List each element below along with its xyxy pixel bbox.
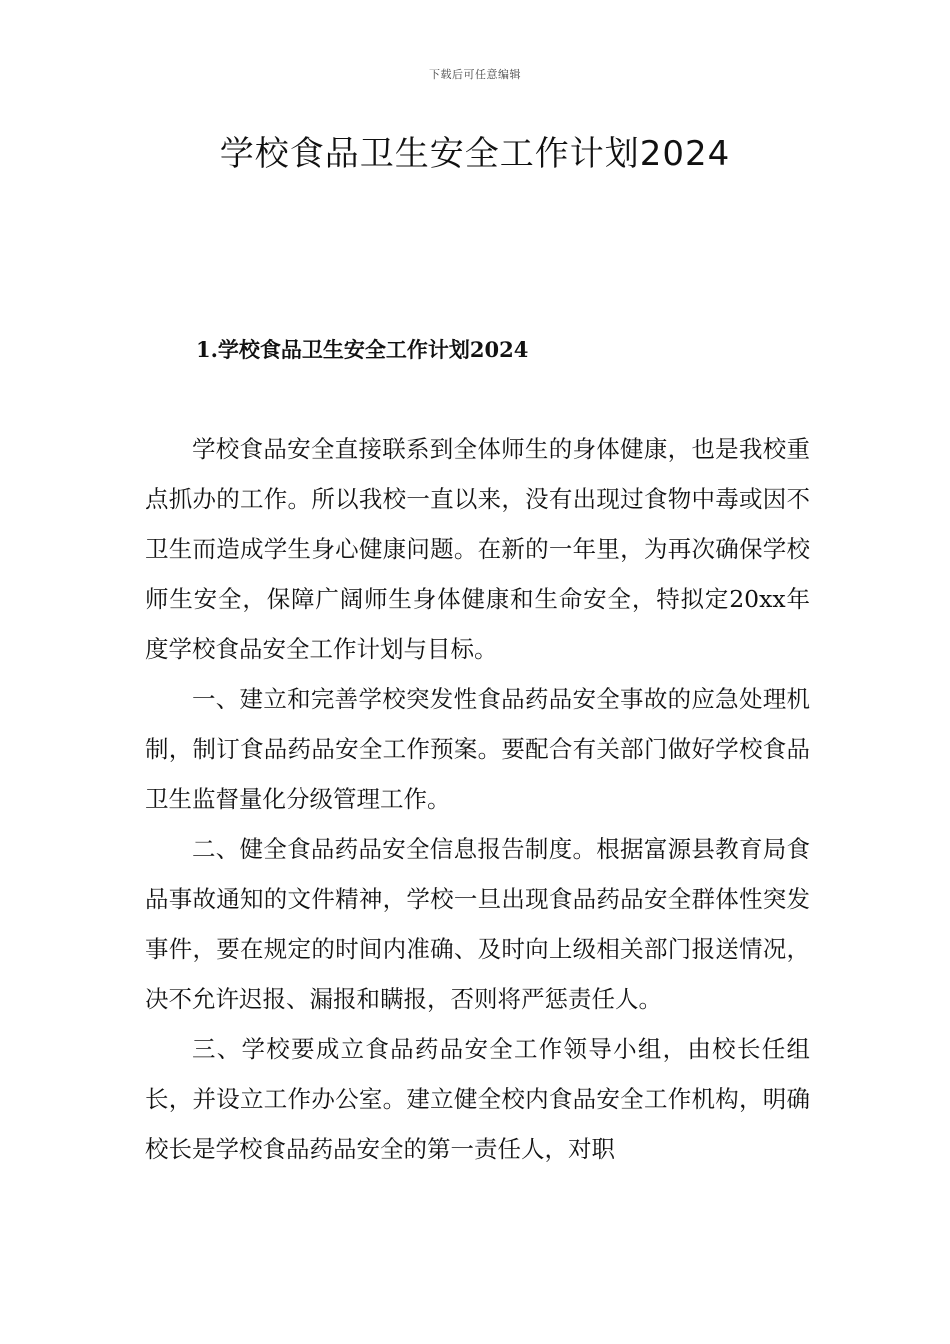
paragraph-item-3: 三、学校要成立食品药品安全工作领导小组，由校长任组长，并设立工作办公室。建立健全校内食品安全工作机构，明确校长是学校食品药品安全的第一责任人，对职 xyxy=(145,1035,810,1163)
section-heading: 1.学校食品卫生安全工作计划2024 xyxy=(196,337,529,362)
header-note: 下载后可任意编辑 xyxy=(429,68,521,81)
document-title: 学校食品卫生安全工作计划2024 xyxy=(219,134,731,174)
paragraph-item-1: 一、建立和完善学校突发性食品药品安全事故的应急处理机制，制订食品药品安全工作预案。要配合有关部门做好学校食品卫生监督量化分级管理工作。 xyxy=(145,685,810,813)
paragraph-item-2: 二、健全食品药品安全信息报告制度。根据富源县教育局食品事故通知的文件精神，学校一旦出现食品药品安全群体性突发事件，要在规定的时间内准确、及时向上级相关部门报送情况，决不允许迟报、漏报和瞒报，否则将严惩责任人。 xyxy=(145,835,810,1013)
intro-paragraph: 学校食品安全直接联系到全体师生的身体健康，也是我校重点抓办的工作。所以我校一直以来，没有出现过食物中毒或因不卫生而造成学生身心健康问题。在新的一年里，为再次确保学校师生安全，保障广阔师生身体健康和生命安全，特拟定20xx年度学校食品安全工作计划与目标。 xyxy=(145,435,810,663)
document-body xyxy=(145,424,810,1174)
